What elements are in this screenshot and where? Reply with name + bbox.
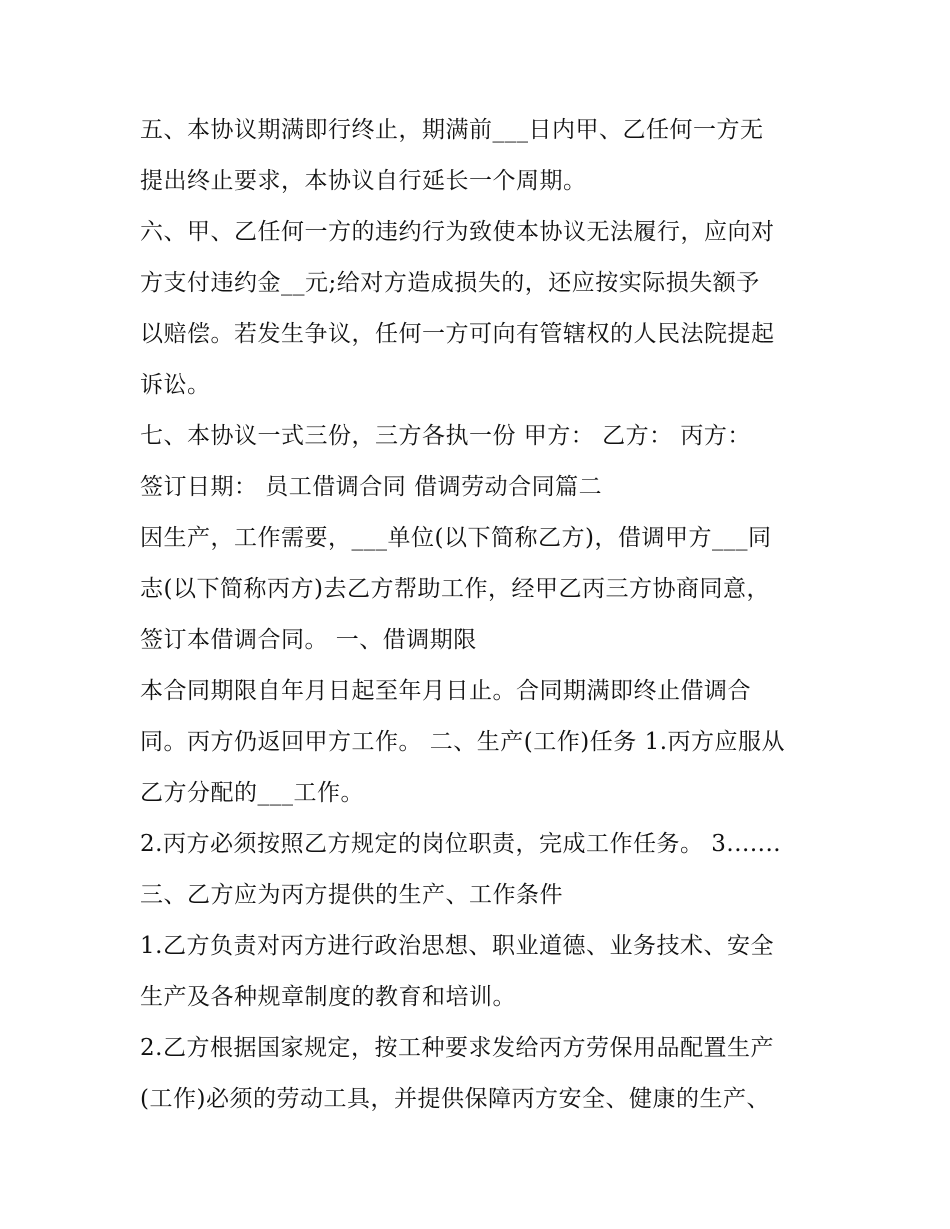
text-line: 诉讼。	[140, 372, 211, 398]
text-line: 五、本协议期满即行终止，期满前___日内甲、乙任何一方无	[140, 117, 764, 143]
text-line: 生产及各种规章制度的教育和培训。	[140, 984, 516, 1010]
text-line: 本合同期限自年月日起至年月日止。合同期满即终止借调合	[140, 678, 751, 704]
text-line: 因生产，工作需要，___单位(以下简称乙方)，借调甲方___同	[140, 525, 772, 551]
text-line: 1.乙方负责对丙方进行政治思想、职业道德、业务技术、安全	[140, 933, 774, 959]
text-line: 2.丙方必须按照乙方规定的岗位职责，完成工作任务。 3.......	[140, 831, 782, 857]
text-line: 三、乙方应为丙方提供的生产、工作条件	[140, 882, 563, 908]
text-line: 乙方分配的___工作。	[140, 780, 364, 806]
text-line: 签订日期： 员工借调合同 借调劳动合同篇二	[140, 474, 603, 500]
document-body	[140, 105, 820, 1125]
text-line: 志(以下简称丙方)去乙方帮助工作，经甲乙丙三方协商同意，	[140, 576, 770, 602]
text-line: (工作)必须的劳动工具，并提供保障丙方安全、健康的生产、	[140, 1086, 770, 1112]
text-line: 签订本借调合同。 一、借调期限	[140, 627, 477, 653]
text-line: 同。丙方仍返回甲方工作。 二、生产(工作)任务 1.丙方应服从	[140, 729, 786, 755]
text-line: 2.乙方根据国家规定，按工种要求发给丙方劳保用品配置生产	[140, 1035, 774, 1061]
text-line: 六、甲、乙任何一方的违约行为致使本协议无法履行，应向对	[140, 219, 775, 245]
text-line: 提出终止要求，本协议自行延长一个周期。	[140, 168, 587, 194]
text-line: 方支付违约金__元;给对方造成损失的，还应按实际损失额予	[140, 270, 760, 296]
text-line: 以赔偿。若发生争议，任何一方可向有管辖权的人民法院提起	[140, 321, 775, 347]
text-line: 七、本协议一式三份，三方各执一份 甲方： 乙方： 丙方：	[140, 423, 751, 449]
